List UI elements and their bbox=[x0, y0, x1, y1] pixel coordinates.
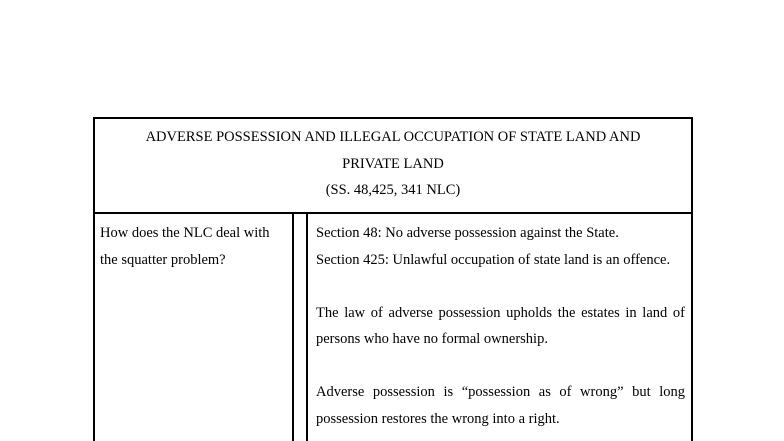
answer-paragraph-1: The law of adverse possession upholds the estates in land of persons who have no formal ownership. bbox=[316, 304, 685, 347]
answer-section-425: Section 425: Unlawful occupation of state land is an offence. bbox=[316, 251, 671, 268]
answer-paragraph-2: Adverse possession is “possession as of wrong” but long possession restores the wrong into a right. bbox=[316, 384, 685, 427]
answer-cell bbox=[308, 214, 691, 441]
title-line-3: (SS. 48,425, 341 NLC) bbox=[325, 182, 461, 198]
notes-table bbox=[93, 117, 693, 441]
title-line-2: PRIVATE LAND bbox=[342, 155, 444, 172]
title-line-1: ADVERSE POSSESSION AND ILLEGAL OCCUPATION OF STATE LAND AND bbox=[145, 129, 641, 145]
question-cell: How does the NLC deal with the squatter problem? bbox=[100, 225, 270, 268]
table-title-cell bbox=[95, 119, 691, 214]
answer-section-48: Section 48: No adverse possession against the State. bbox=[316, 225, 619, 241]
column-divider bbox=[292, 214, 308, 441]
